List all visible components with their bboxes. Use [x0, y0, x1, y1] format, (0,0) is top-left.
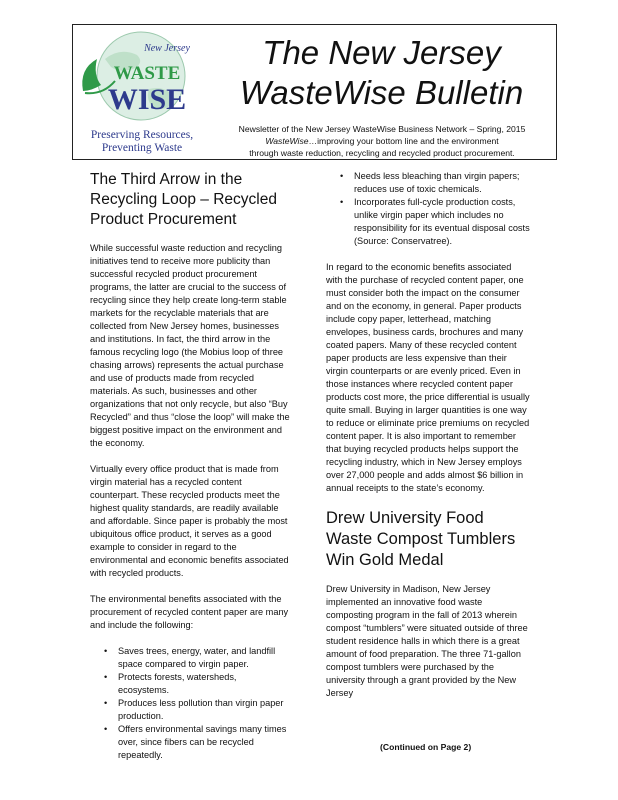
logo-waste-text: WASTE	[113, 63, 181, 84]
logo-tagline	[87, 129, 197, 155]
left-column	[90, 170, 290, 762]
globe-leaf-icon	[75, 29, 205, 129]
logo-state-text: New Jersey	[144, 43, 190, 54]
article-paragraph: Drew University in Madison, New Jersey implemented an innovative food waste composting program in the fall of 2013 wherein compost “tumblers” were situated outside of three student residence halls in which there is a great amount of food preparation. The three 71-gallon compost tumblers were purchased by the university through a grant provided by the New Jersey	[326, 584, 528, 698]
masthead	[72, 24, 557, 160]
list-item: • Offers environmental savings many times over, since fibers can be recycled repeatedly.	[104, 723, 290, 762]
subtitle-rest: …improving your bottom line and the environment	[308, 136, 499, 146]
title-line-2: WasteWise Bulletin	[239, 74, 524, 111]
continued-note[interactable]: (Continued on Page 2)	[380, 742, 472, 752]
wastewise-logo	[75, 29, 205, 153]
logo-wise-text: WISE	[107, 83, 187, 116]
article-paragraph: Virtually every office product that is made from virgin material has a recycled content counterpart. These recycled products meet the highest quality standards, are readily available and affordable. Since paper is probably the most ubiquitous office product, it serves as a good example to consider in regard to the environmental and economic benefits associated with recycled products.	[90, 464, 289, 578]
list-item: • Protects forests, watersheds, ecosystems.	[104, 671, 290, 697]
right-column	[326, 170, 530, 713]
list-item: • Needs less bleaching than virgin papers; reduces use of toxic chemicals.	[340, 170, 530, 196]
subtitle-emphasis: WasteWise	[265, 136, 309, 146]
article-heading: Drew University Food Waste Compost Tumblers Win Gold Medal	[326, 509, 516, 569]
subtitle-line-3: through waste reduction, recycling and recycled product procurement.	[249, 148, 515, 158]
tagline-line-2: Preventing Waste	[101, 142, 183, 154]
title-line-1: The New Jersey	[262, 34, 501, 71]
article-heading: The Third Arrow in the Recycling Loop – Recycled Product Procurement	[90, 171, 277, 228]
bulletin-title	[209, 33, 554, 113]
list-item: • Incorporates full-cycle production costs, unlike virgin paper which includes no responsibility for its eventual disposal costs (Source: Conservatree).	[340, 196, 530, 248]
article-paragraph: In regard to the economic benefits associated with the purchase of recycled content paper, one must consider both the impact on the consumer and on the economy, in general. Paper products include copy paper, letterhead, matching envelopes, business cards, brochures and many coated papers. Many of these recycled content paper products are less expensive than their virgin counterparts or are evenly priced. Even in those instances where recycled content paper products cost more, the price differential is usually quite small. Buying in larger quantities is one way to reduce or eliminate price premiums on recycled content paper. It is also important to remember that buying recycled products helps support the recycling industry, which in New Jersey employs over 27,000 people and adds almost $6 billion in annual receipts to the state’s economy.	[326, 262, 530, 493]
list-item: • Produces less pollution than virgin paper production.	[104, 697, 290, 723]
tagline-line-1: Preserving Resources,	[90, 129, 194, 141]
list-item: • Saves trees, energy, water, and landfill space compared to virgin paper.	[104, 645, 290, 671]
subtitle-line-1: Newsletter of the New Jersey WasteWise Business Network – Spring, 2015	[238, 124, 526, 134]
benefits-list-continued	[340, 170, 530, 248]
benefits-list	[104, 645, 290, 762]
subtitle-line-2	[213, 135, 551, 147]
article-paragraph: While successful waste reduction and recycling initiatives tend to receive more publicity than successful recycled product procurement programs, the latter are crucial to the success of recycling since they help create long-term stable markets for the recyclable materials that are collected from New Jersey homes, businesses and institutions. In fact, the third arrow in the famous recycling logo (the Mobius loop of three chasing arrows) represents the actual purchase and use of products made from recycled materials. As such, businesses and other organizations that not only recycle, but also “Buy Recycled” and thus “close the loop” will make the biggest positive impact on the environment and the economy.	[90, 243, 290, 448]
bulletin-subtitle	[213, 123, 551, 159]
article-paragraph: The environmental benefits associated with the procurement of recycled content paper are many and include the following:	[90, 594, 289, 630]
